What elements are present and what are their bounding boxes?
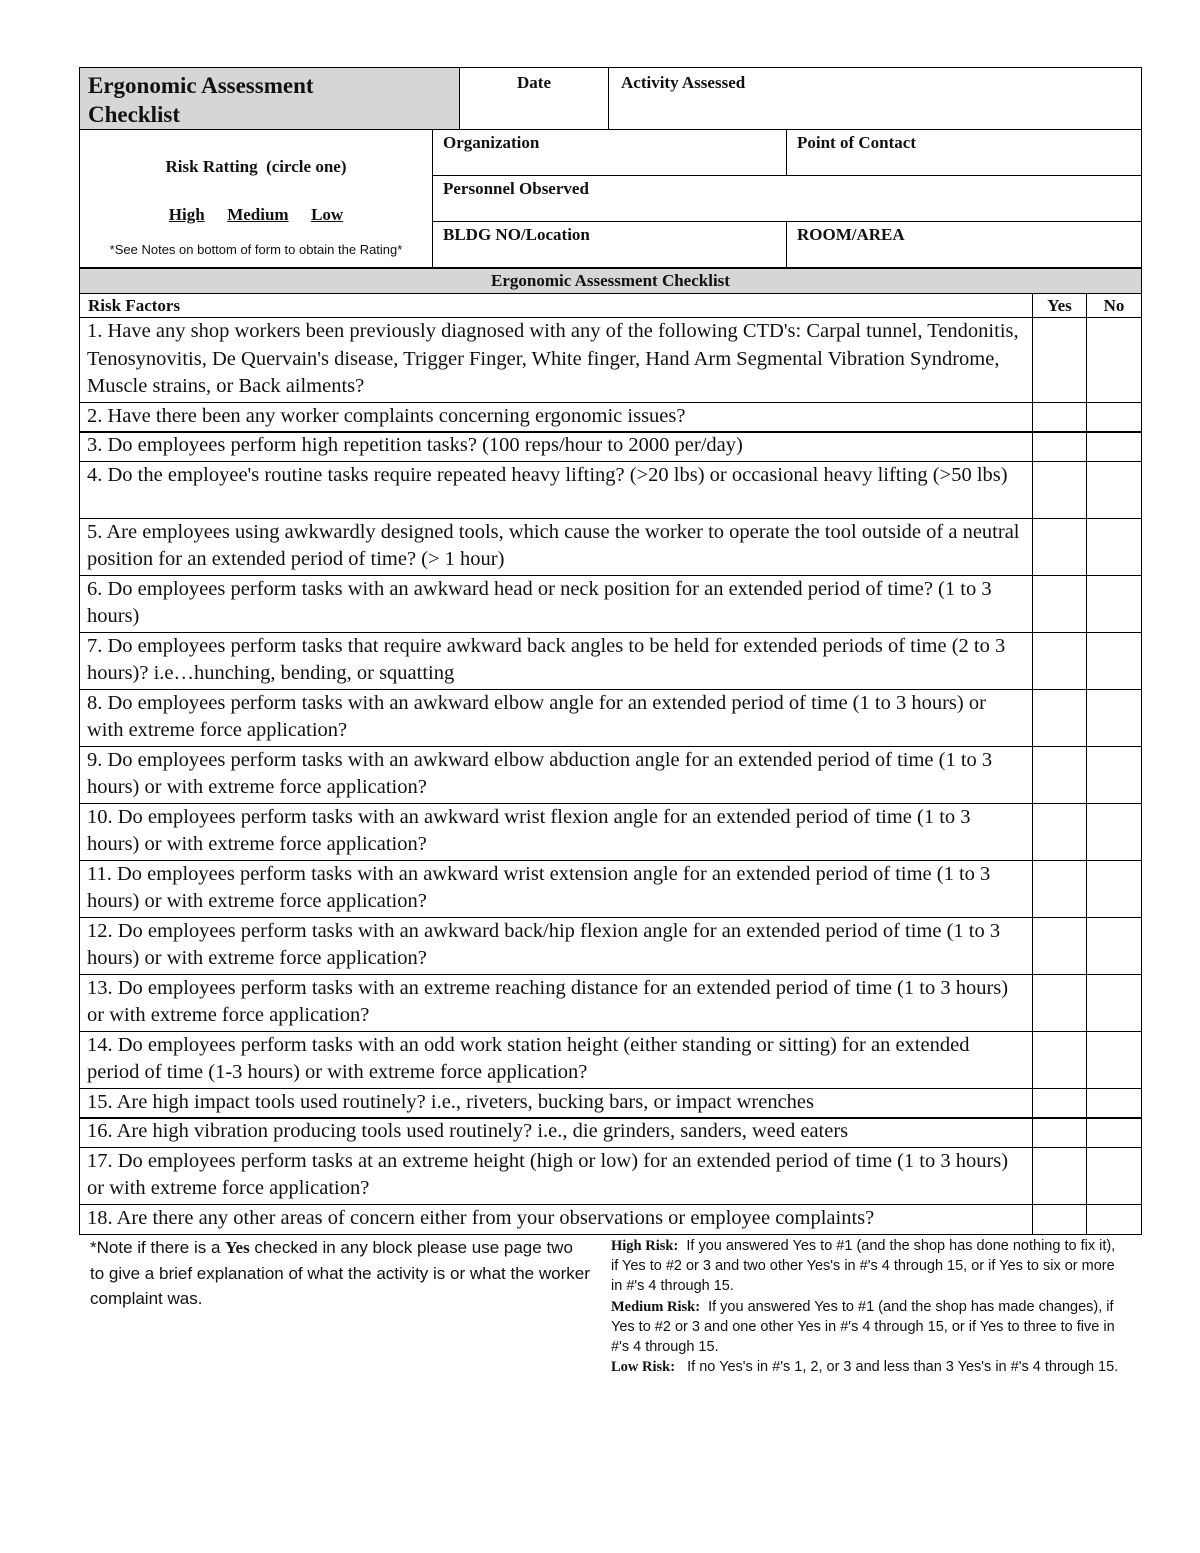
risk-factor-question: 9. Do employees perform tasks with an awkward elbow abduction angle for an extended period of time (1 to 3 hours) or with extreme force application? xyxy=(79,746,1033,805)
no-checkbox[interactable] xyxy=(1086,860,1142,919)
checklist-row xyxy=(79,575,1142,634)
no-checkbox[interactable] xyxy=(1086,461,1142,520)
yes-note-yes: Yes xyxy=(225,1238,250,1257)
risk-factors-label: Risk Factors xyxy=(88,296,181,315)
medium-risk-note xyxy=(611,1297,1126,1358)
risk-options xyxy=(80,202,432,228)
yes-checkbox[interactable] xyxy=(1032,917,1087,976)
checklist-rows xyxy=(79,317,1142,1229)
risk-factor-question: 7. Do employees perform tasks that require awkward back angles to be held for extended periods of time (2 to 3 hours)? i.e…hunching, bending, or squatting xyxy=(79,632,1033,691)
no-checkbox[interactable] xyxy=(1086,431,1142,462)
medium-risk-label: Medium Risk: xyxy=(611,1298,701,1315)
checklist-row xyxy=(79,317,1142,403)
yes-checkbox[interactable] xyxy=(1032,632,1087,691)
risk-factor-question: 5. Are employees using awkwardly designed tools, which cause the worker to operate the tool outside of a neutral position for an extended period of time? (> 1 hour) xyxy=(79,518,1033,577)
risk-note: *See Notes on bottom of form to obtain the Rating* xyxy=(109,242,403,257)
no-label: No xyxy=(1103,296,1125,315)
high-risk-label: High Risk: xyxy=(611,1238,679,1254)
risk-rating-cell xyxy=(79,129,433,268)
yes-header xyxy=(1032,293,1087,318)
no-checkbox[interactable] xyxy=(1086,1204,1142,1235)
risk-rating-notes xyxy=(611,1236,1126,1377)
low-risk-note xyxy=(611,1357,1126,1377)
risk-factors-header xyxy=(79,293,1033,318)
no-checkbox[interactable] xyxy=(1086,518,1142,577)
risk-factor-question: 8. Do employees perform tasks with an awkward elbow angle for an extended period of time (1 to 3 hours) or with extreme force application? xyxy=(79,689,1033,748)
yes-label: Yes xyxy=(1047,296,1072,315)
yes-checkbox[interactable] xyxy=(1032,860,1087,919)
checklist-row xyxy=(79,860,1142,919)
checklist-row xyxy=(79,689,1142,748)
yes-checkbox[interactable] xyxy=(1032,461,1087,520)
risk-factor-question: 3. Do employees perform high repetition tasks? (100 reps/hour to 2000 per/day) xyxy=(79,431,1033,462)
yes-note-suffix: checked in any block please use page two to give a brief explanation of what the activity is or what the worker complaint was. xyxy=(90,1238,595,1308)
room-area-label: ROOM/AREA xyxy=(797,225,905,244)
checklist-row xyxy=(79,1147,1142,1206)
bldg-location-cell[interactable] xyxy=(432,221,787,268)
personnel-observed-label: Personnel Observed xyxy=(443,179,589,198)
yes-checkbox[interactable] xyxy=(1032,317,1087,403)
low-risk-text: If no Yes's in #'s 1, 2, or 3 and less than 3 Yes's in #'s 4 through 15. xyxy=(675,1359,1119,1376)
checklist-row xyxy=(79,917,1142,976)
checklist-row xyxy=(79,402,1142,433)
yes-checkbox[interactable] xyxy=(1032,1204,1087,1235)
risk-factor-question: 16. Are high vibration producing tools used routinely? i.e., die grinders, sanders, weed eaters xyxy=(79,1117,1033,1148)
section-title-bar xyxy=(79,268,1142,294)
high-risk-note xyxy=(611,1236,1126,1297)
yes-checkbox[interactable] xyxy=(1032,402,1087,433)
checklist-row xyxy=(79,632,1142,691)
no-checkbox[interactable] xyxy=(1086,1117,1142,1148)
no-checkbox[interactable] xyxy=(1086,803,1142,862)
medium-risk-text: If you answered Yes to #1 (and the shop has made changes), if Yes to #2 or 3 and one other Yes in #'s 4 through 15, or if Yes to three to five in #'s 4 through 15. xyxy=(611,1298,1119,1356)
risk-factor-question: 12. Do employees perform tasks with an awkward back/hip flexion angle for an extended period of time (1 to 3 hours) or with extreme force application? xyxy=(79,917,1033,976)
yes-note xyxy=(90,1235,595,1312)
no-checkbox[interactable] xyxy=(1086,746,1142,805)
risk-factor-question: 4. Do the employee's routine tasks require repeated heavy lifting? (>20 lbs) or occasional heavy lifting (>50 lbs) xyxy=(79,461,1033,520)
yes-checkbox[interactable] xyxy=(1032,1031,1087,1090)
no-checkbox[interactable] xyxy=(1086,917,1142,976)
room-area-cell[interactable] xyxy=(786,221,1142,268)
checklist-row xyxy=(79,1031,1142,1090)
risk-rating-label: Risk Ratting (circle one) xyxy=(165,157,347,176)
no-checkbox[interactable] xyxy=(1086,632,1142,691)
checklist-row xyxy=(79,518,1142,577)
yes-checkbox[interactable] xyxy=(1032,974,1087,1033)
risk-factor-question: 17. Do employees perform tasks at an extreme height (high or low) for an extended period of time (1 to 3 hours) or with extreme force application? xyxy=(79,1147,1033,1206)
risk-factor-question: 14. Do employees perform tasks with an odd work station height (either standing or sitting) for an extended period of time (1-3 hours) or with extreme force application? xyxy=(79,1031,1033,1090)
checklist-row xyxy=(79,1117,1142,1148)
personnel-observed-cell[interactable] xyxy=(432,175,1142,222)
yes-checkbox[interactable] xyxy=(1032,518,1087,577)
risk-option-high[interactable]: High xyxy=(168,205,205,224)
form-title-cell xyxy=(79,67,460,130)
risk-option-medium[interactable]: Medium xyxy=(227,205,289,224)
organization-cell[interactable] xyxy=(432,129,787,176)
date-label: Date xyxy=(517,73,551,92)
activity-cell[interactable] xyxy=(608,67,1142,130)
checklist-row xyxy=(79,803,1142,862)
high-risk-text: If you answered Yes to #1 (and the shop has done nothing to fix it), if Yes to #2 or 3 and two other Yes's in #'s 4 through 15, or if Yes to six or more in #'s 4 through 15. xyxy=(611,1238,1120,1295)
yes-checkbox[interactable] xyxy=(1032,1088,1087,1119)
yes-checkbox[interactable] xyxy=(1032,575,1087,634)
risk-factor-question: 13. Do employees perform tasks with an extreme reaching distance for an extended period of time (1 to 3 hours) or with extreme force application? xyxy=(79,974,1033,1033)
date-cell[interactable] xyxy=(459,67,609,130)
bldg-location-label: BLDG NO/Location xyxy=(443,225,590,244)
yes-checkbox[interactable] xyxy=(1032,689,1087,748)
risk-factor-question: 10. Do employees perform tasks with an awkward wrist flexion angle for an extended period of time (1 to 3 hours) or with extreme force application? xyxy=(79,803,1033,862)
no-checkbox[interactable] xyxy=(1086,1088,1142,1119)
checklist-row xyxy=(79,1088,1142,1119)
checklist-row xyxy=(79,431,1142,462)
low-risk-label: Low Risk: xyxy=(611,1359,676,1376)
yes-checkbox[interactable] xyxy=(1032,746,1087,805)
no-checkbox[interactable] xyxy=(1086,317,1142,403)
no-checkbox[interactable] xyxy=(1086,402,1142,433)
risk-factor-question: 2. Have there been any worker complaints concerning ergonomic issues? xyxy=(79,402,1033,433)
no-header xyxy=(1086,293,1142,318)
no-checkbox[interactable] xyxy=(1086,974,1142,1033)
checklist-row xyxy=(79,1204,1142,1235)
risk-factor-question: 11. Do employees perform tasks with an awkward wrist extension angle for an extended period of time (1 to 3 hours) or with extreme force application? xyxy=(79,860,1033,919)
checklist-row xyxy=(79,746,1142,805)
activity-label: Activity Assessed xyxy=(621,73,746,92)
yes-checkbox[interactable] xyxy=(1032,803,1087,862)
organization-label: Organization xyxy=(443,133,540,152)
yes-note-prefix: *Note if there is a xyxy=(90,1238,226,1257)
risk-factor-question: 6. Do employees perform tasks with an awkward head or neck position for an extended period of time? (1 to 3 hours) xyxy=(79,575,1033,634)
risk-factor-question: 18. Are there any other areas of concern either from your observations or employee complaints? xyxy=(79,1204,1033,1235)
point-of-contact-label: Point of Contact xyxy=(797,133,916,152)
yes-checkbox[interactable] xyxy=(1032,431,1087,462)
section-title: Ergonomic Assessment Checklist xyxy=(491,271,730,290)
no-checkbox[interactable] xyxy=(1086,689,1142,748)
no-checkbox[interactable] xyxy=(1086,1147,1142,1206)
no-checkbox[interactable] xyxy=(1086,575,1142,634)
risk-factor-question: 1. Have any shop workers been previously diagnosed with any of the following CTD's: Carpal tunnel, Tendonitis, Tenosynovitis, De Quervain's disease, Trigger Finger, White finger, Hand Arm Segmental Vibration Syndrome, Muscle strains, or Back ailments? xyxy=(79,317,1033,403)
yes-checkbox[interactable] xyxy=(1032,1147,1087,1206)
form-title: Ergonomic Assessment Checklist xyxy=(88,73,314,127)
point-of-contact-cell[interactable] xyxy=(786,129,1142,176)
yes-checkbox[interactable] xyxy=(1032,1117,1087,1148)
checklist-row xyxy=(79,974,1142,1033)
checklist-row xyxy=(79,461,1142,520)
no-checkbox[interactable] xyxy=(1086,1031,1142,1090)
risk-factor-question: 15. Are high impact tools used routinely? i.e., riveters, bucking bars, or impact wrenches xyxy=(79,1088,1033,1119)
risk-option-low[interactable]: Low xyxy=(311,205,344,224)
